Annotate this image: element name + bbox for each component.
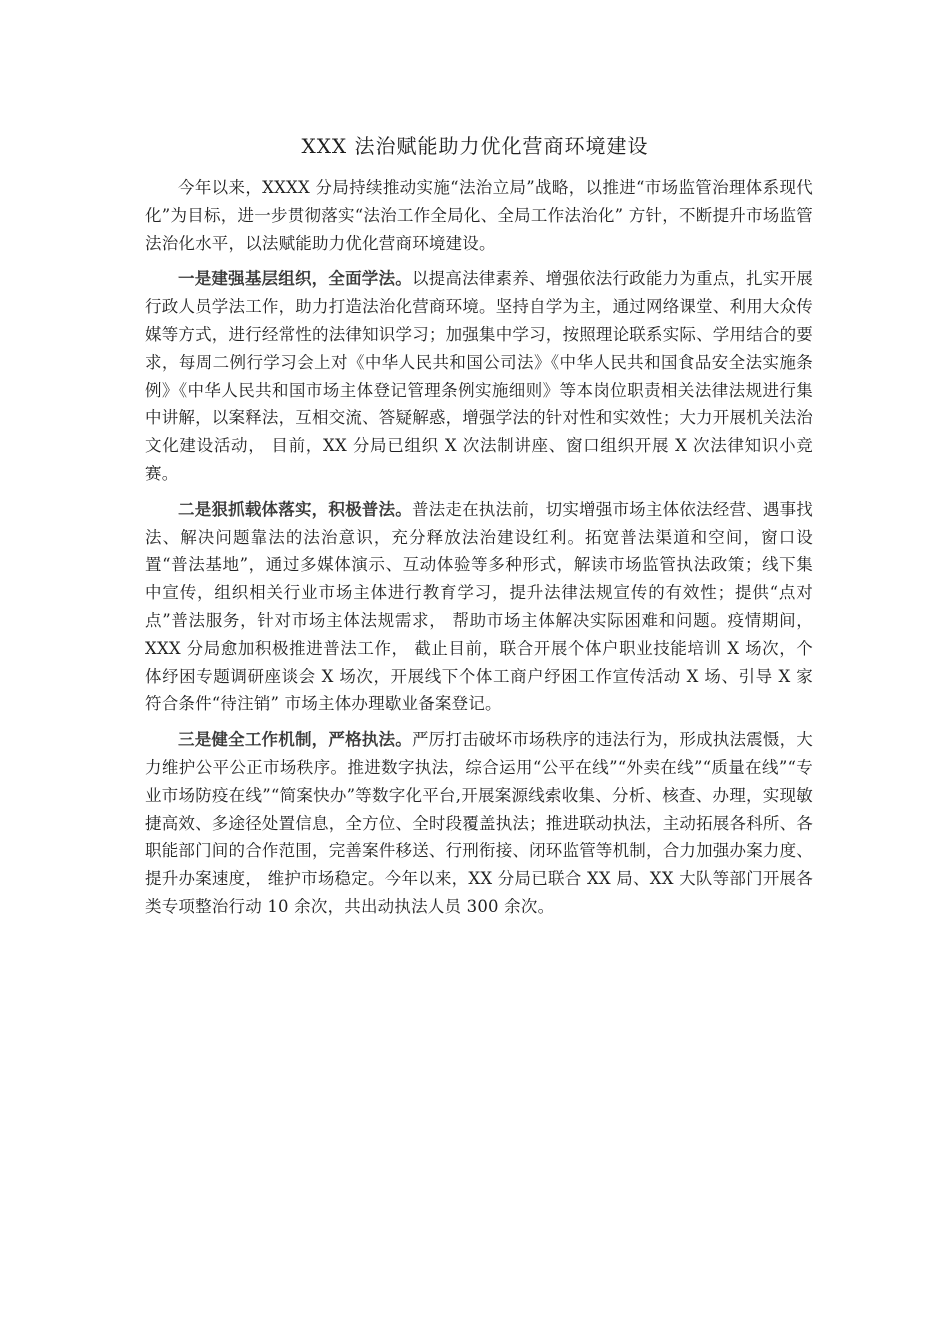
paragraph-lead: 二是狠抓载体落实，积极普法。 bbox=[178, 499, 412, 519]
paragraph-enforce-law bbox=[145, 726, 813, 921]
document-body bbox=[145, 174, 813, 929]
paragraph-lead: 三是健全工作机制，严格执法。 bbox=[178, 730, 412, 750]
paragraph-text: 普法走在执法前，切实增强市场主体依法经营、遇事找法、解决问题靠法的法治意识，充分释放法治建设红利。拓宽普法渠道和空间，窗口设置“普法基地”，通过多媒体演示、互动体验等多种形式，解读市场监管执法政策；线下集中宣传，组织相关行业市场主体进行教育学习，提升法律法规宣传的有效性；提供“点对点”普法服务，针对市场主体法规需求， 帮助市场主体解决实际困难和问题。疫情期间，XXX 分局愈加积极推进普法工作， 截止目前，联合开展个体户职业技能培训 X 场次，个体纾困专题调研座谈会 X 场次，开展线下个体工商户纾困工作宣传活动 X 场、引导 X 家符合条件“待注销” 市场主体办理歇业备案登记。 bbox=[145, 499, 813, 714]
paragraph-text: 以提高法律素养、增强依法行政能力为重点，扎实开展行政人员学法工作，助力打造法治化营商环境。坚持自学为主，通过网络课堂、利用大众传媒等方式，进行经常性的法律知识学习；加强集中学习，按照理论联系实际、学用结合的要求，每周二例行学习会上对《中华人民共和国公司法》《中华人民共和国食品安全法实施条例》《中华人民共和国市场主体登记管理条例实施细则》等本岗位职责相关法律法规进行集中讲解，以案释法，互相交流、答疑解惑，增强学法的针对性和实效性；大力开展机关法治文化建设活动， 目前，XX 分局已组织 X 次法制讲座、窗口组织开展 X 次法律知识小竞赛。 bbox=[145, 269, 813, 483]
paragraph-intro bbox=[145, 174, 813, 257]
document-title: XXX 法治赋能助力优化营商环境建设 bbox=[301, 134, 649, 158]
paragraph-popularize-law bbox=[145, 496, 813, 718]
paragraph-text: 严厉打击破坏市场秩序的违法行为，形成执法震慑，大力维护公平公正市场秩序。推进数字执法，综合运用“公平在线”“外卖在线”“质量在线”“专业市场防疫在线”“简案快办”等数字化平台,开展案源线索收集、分析、核查、办理，实现敏捷高效、多途径处置信息，全方位、全时段覆盖执法；推进联动执法，主动拓展各科所、各职能部门间的合作范围，完善案件移送、行刑衔接、闭环监管等机制，合力加强办案力度、提升办案速度， 维护市场稳定。今年以来，XX 分局已联合 XX 局、XX 大队等部门开展各类专项整治行动 10 余次，共出动执法人员 300 余次。 bbox=[145, 730, 813, 916]
paragraph-study-law bbox=[145, 265, 813, 487]
paragraph-text: 今年以来，XXXX 分局持续推动实施“法治立局”战略，以推进“市场监管治理体系现代化”为目标，进一步贯彻落实“法治工作全局化、全局工作法治化” 方针，不断提升市场监管法治化水平，以法赋能助力优化营商环境建设。 bbox=[145, 178, 813, 253]
paragraph-lead: 一是建强基层组织，全面学法。 bbox=[178, 269, 412, 289]
